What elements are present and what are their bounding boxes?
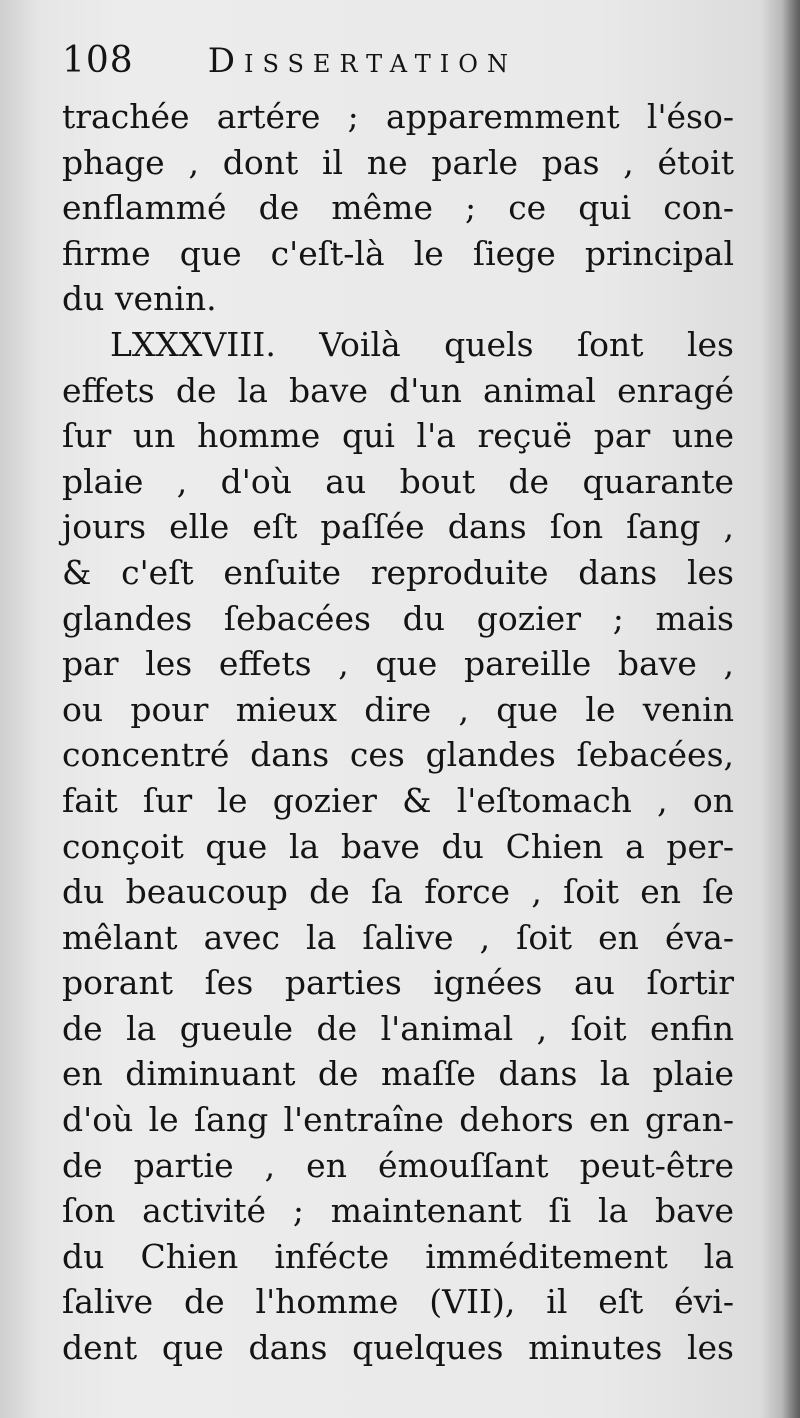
text-line: d'où le ſang l'entraîne dehors en gran- <box>62 1100 734 1140</box>
text-line: ſon activité ; maintenant ſi la bave <box>62 1191 734 1231</box>
page-number: 108 <box>62 40 134 81</box>
text-line: plaie , d'où au bout de quarante <box>62 461 734 501</box>
text-line: ſur un homme qui l'a reçuë par une <box>62 416 734 456</box>
running-title: Dissertation <box>207 41 517 81</box>
text-line: de la gueule de l'animal , ſoit enfin <box>62 1008 734 1048</box>
text-line: porant ſes parties ignées au ſortir <box>62 963 734 1003</box>
text-line: concentré dans ces glandes ſebacées, <box>62 735 734 775</box>
text-line: firme que c'eſt-là le ſiege principal <box>62 233 734 273</box>
text-line: jours elle eſt paſſée dans ſon ſang , <box>62 507 734 547</box>
text-line: ſalive de l'homme (VII), il eſt évi- <box>62 1282 734 1322</box>
text-line: fait ſur le gozier & l'eſtomach , on <box>62 780 734 820</box>
text-line: mêlant avec la ſalive , ſoit en éva- <box>62 917 734 957</box>
page-header <box>62 40 734 94</box>
text-line: trachée artére ; apparemment l'ésο- <box>62 97 734 136</box>
text-line: du Chien infécte imméditement la <box>62 1236 734 1276</box>
text-line: & c'eſt enſuite reproduite dans les <box>62 552 734 592</box>
text-line: par les effets , que pareille bave , <box>62 644 734 684</box>
text-line: du venin. <box>62 279 217 319</box>
text-line: effets de la bave d'un animal enragé <box>62 370 734 410</box>
text-line: dent que dans quelques minutes les <box>62 1328 734 1368</box>
text-line: de partie , en émouſſant peut-être <box>62 1145 734 1185</box>
text-line: conçoit que la bave du Chien a per- <box>62 826 734 866</box>
text-line: glandes ſebacées du gozier ; mais <box>62 598 734 638</box>
text-line: ou pour mieux dire , que le venin <box>62 689 734 729</box>
text-line: en diminuant de maſſe dans la plaie <box>62 1054 734 1094</box>
text-line: du beaucoup de ſa force , ſoit en ſe <box>62 872 734 912</box>
text-line: phage , dont il ne parle pas , étoit <box>62 142 734 182</box>
page-gutter-shadow <box>782 0 800 1418</box>
section-start-line: LXXXVIII. Voilà quels ſont les <box>110 324 734 364</box>
text-line: enflammé de même ; ce qui con- <box>62 188 734 228</box>
text-block <box>62 40 734 1371</box>
